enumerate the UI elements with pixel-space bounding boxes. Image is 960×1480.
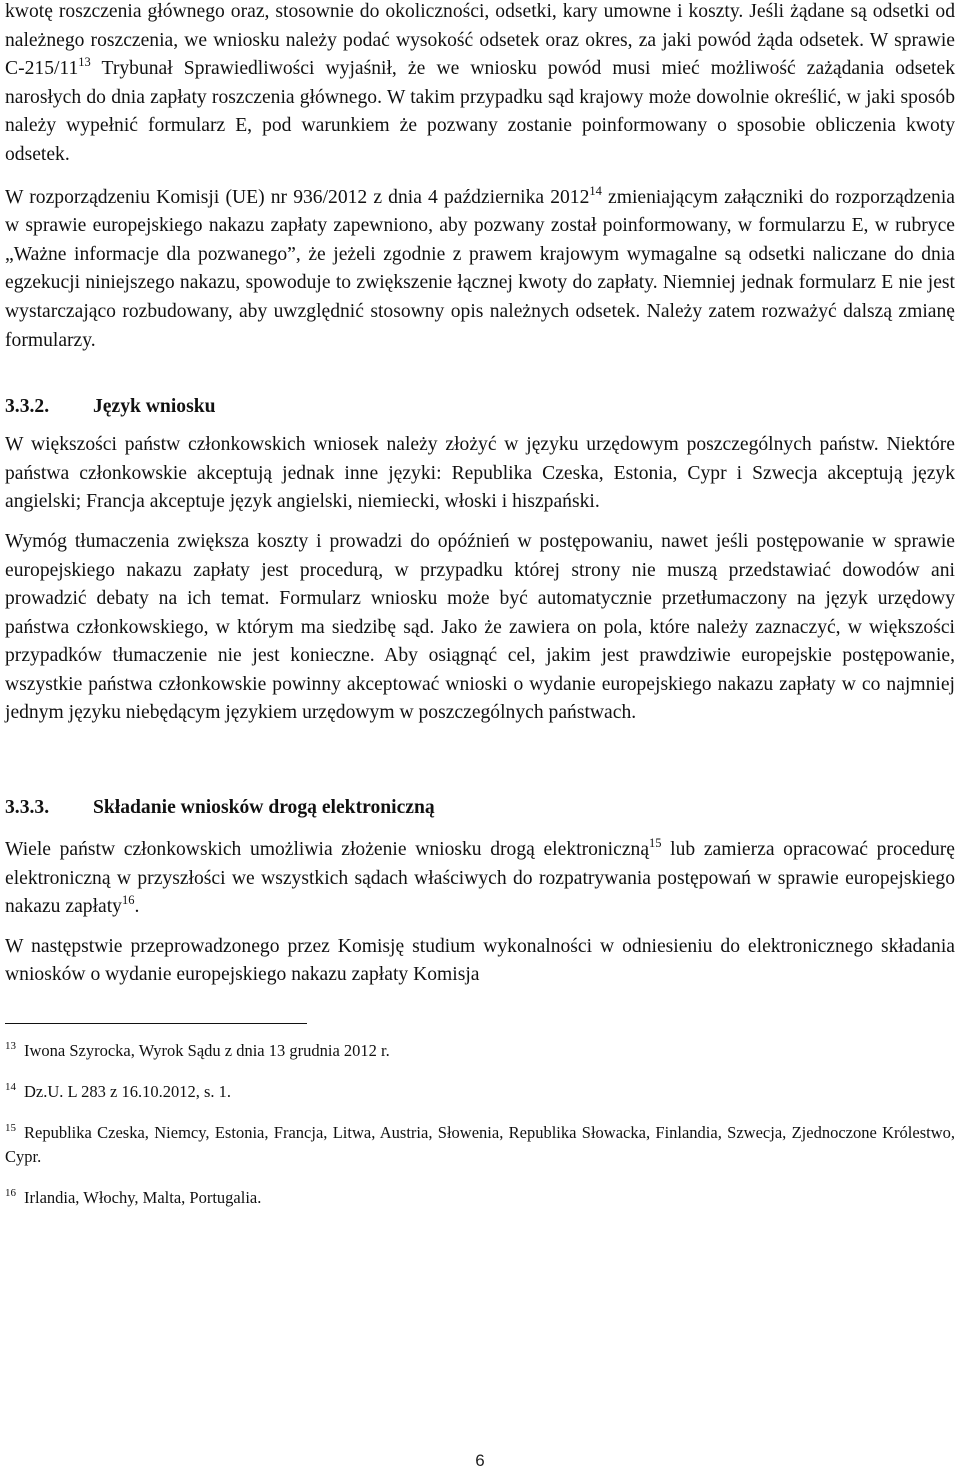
footnote-ref-15[interactable]: 15 [649, 836, 662, 851]
paragraph-electronic [5, 836, 955, 922]
footnote-number: 16 [5, 1187, 16, 1200]
footnote-14 [5, 1080, 955, 1104]
paragraph-text: Wiele państw członkowskich umożliwia złożenie wniosku drogą elektroniczną [5, 839, 650, 861]
paragraph-translation: Wymóg tłumaczenia zwiększa koszty i prowadzi do opóźnień w postępowaniu, nawet jeśli postępowanie w sprawie europejskiego nakazu zapłaty jest procedurą, w przypadku której strony nie muszą przedstawiać dowodów ani prowadzić debaty na ich temat. Formularz wniosku może być automatycznie przetłumaczony na język urzędowy państwa członkowskiego, w którym ma siedzibę sąd. Jako że zawiera on pola, które należy zaznaczyć, w większości przypadków tłumaczenie nie jest konieczne. Aby osiągnąć cel, jakim jest prawdziwie europejskie postępowanie, wszystkie państwa członkowskie powinny akceptować wnioski o wydanie europejskiego nakazu zapłaty w co najmniej jednym języku niebędącym językiem urzędowym w poszczególnych państwach. [5, 530, 955, 724]
paragraph-language: W większości państw członkowskich wniosek należy złożyć w języku urzędowym poszczególnych państw. Niektóre państwa członkowskie akceptują jednak inne języki: Republika Czeska, Estonia, Cypr i Szwecja akceptują język angielski; Francja akceptuje język angielski, niemiecki, włoski i hiszpański. [5, 434, 955, 513]
footnote-text: Irlandia, Włochy, Malta, Portugalia. [24, 1188, 262, 1208]
footnote-text: Republika Czeska, Niemcy, Estonia, Francja, Litwa, Austria, Słowenia, Republika Słowacka, Finlandia, Szwecja, Zjednoczone Królestwo, Cypr. [5, 1123, 955, 1167]
footnote-number: 14 [5, 1081, 16, 1094]
document-page [5, 0, 955, 1480]
paragraph-text: W rozporządzeniu Komisji (UE) nr 936/2012 z dnia 4 października 2012 [5, 186, 590, 208]
footnote-text: Iwona Szyrocka, Wyrok Sądu z dnia 13 grudnia 2012 r. [24, 1041, 390, 1061]
paragraph-text: . [134, 896, 140, 918]
paragraph-text: lub zamierza opracować procedurę elektroniczną w przyszłości we wszystkich sądach właściwych do rozpatrywania postępowań w sprawie europejskiego nakazu zapłaty [5, 839, 955, 918]
footnote-ref-14[interactable]: 14 [589, 183, 602, 198]
footnote-ref-13[interactable]: 13 [78, 55, 91, 70]
section-title: Język wniosku [93, 396, 216, 418]
paragraph-feasibility: W następstwie przeprowadzonego przez Komisję studium wykonalności w odniesieniu do elektronicznego składania wniosków o wydanie europejskiego nakazu zapłaty Komisja [5, 935, 955, 986]
section-heading-3-3-3 [5, 794, 955, 822]
section-title: Składanie wniosków drogą elektroniczną [93, 797, 435, 819]
section-number: 3.3.3. [5, 797, 50, 819]
paragraph-text: kwotę roszczenia głównego oraz, stosownie do okoliczności, odsetki, kary umowne i koszty. Jeśli żądane są odsetki od należnego roszczenia, we wniosku należy podać wysokość odsetek oraz okres, za jaki powód żąda odsetek. W sprawie C-215/11 [5, 1, 955, 80]
footnotes [5, 1039, 955, 1210]
section-number: 3.3.2. [5, 396, 50, 418]
footnote-separator [5, 1023, 307, 1024]
page-number: 6 [475, 1451, 485, 1470]
paragraph-text: Trybunał Sprawiedliwości wyjaśnił, że we wniosku powód musi mieć możliwość zażądania odsetek narosłych do dnia zapłaty roszczenia głównego. W takim przypadku sąd krajowy może dowolnie określić, w jaki sposób należy wypełnić formularz E, pod warunkiem że pozwany zostanie poinformowany o sposobie obliczenia kwoty odsetek. [5, 58, 955, 165]
section-heading-3-3-2 [5, 393, 955, 421]
footnote-number: 15 [5, 1122, 16, 1135]
paragraph-text: zmieniającym załączniki do rozporządzenia w sprawie europejskiego nakazu zapłaty zapewniono, aby pozwany został poinformowany, w formularzu E, w rubryce „Ważne informacje dla pozwanego”, że jeżeli zgodnie z prawem krajowym wymagalne są odsetki naliczane do dnia egzekucji niniejszego nakazu, spowoduje to zwiększenie łącznej kwoty do zapłaty. Niemniej jednak formularz E nie jest wystarczająco rozbudowany, aby uwzględnić stosowny opis należnych odsetek. Należy zatem rozważyć dalszą zmianę formularzy. [5, 186, 955, 351]
footnote-text: Dz.U. L 283 z 16.10.2012, s. 1. [24, 1082, 231, 1102]
footnote-number: 13 [5, 1040, 16, 1053]
footnote-16 [5, 1186, 955, 1210]
paragraph-regulation [5, 184, 955, 356]
footnote-13 [5, 1039, 955, 1063]
footnote-ref-16[interactable]: 16 [121, 893, 135, 908]
footnote-15 [5, 1121, 955, 1169]
paragraph-interest [5, 0, 955, 170]
